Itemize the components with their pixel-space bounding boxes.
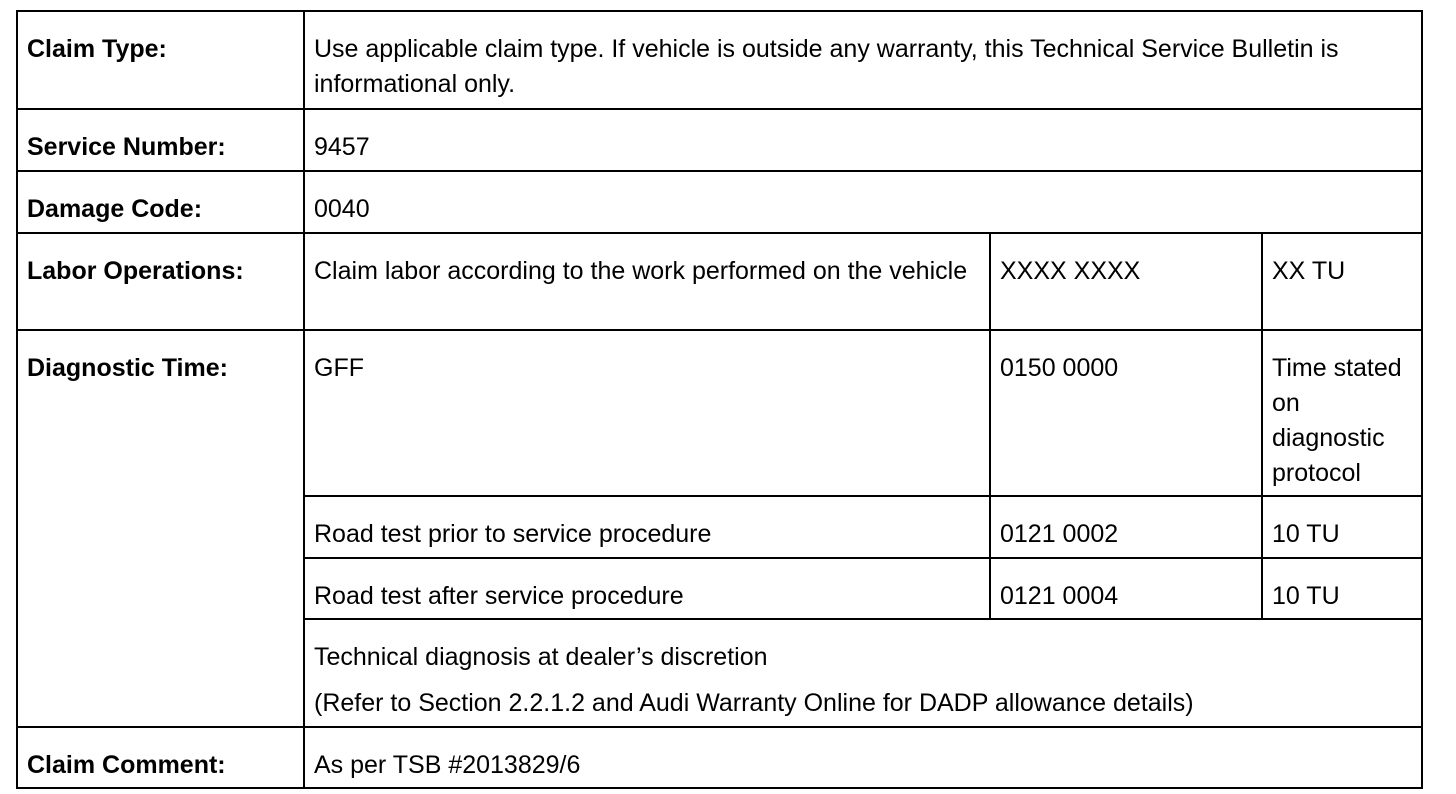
diagnostic-description: Road test after service procedure xyxy=(304,558,990,619)
diagnostic-code: 0150 0000 xyxy=(990,330,1262,496)
diagnostic-time-value: Time stated on diagnostic protocol xyxy=(1262,330,1422,496)
damage-code-label: Damage Code: xyxy=(17,171,304,233)
diagnostic-note-line1: Technical diagnosis at dealer’s discretion xyxy=(314,643,768,671)
labor-operations-description: Claim labor according to the work performed on the vehicle xyxy=(304,233,990,330)
diagnostic-description: Road test prior to service procedure xyxy=(304,496,990,558)
damage-code-row xyxy=(17,171,1422,233)
labor-operations-code: XXXX XXXX xyxy=(990,233,1262,330)
service-number-label: Service Number: xyxy=(17,109,304,171)
labor-operations-time: XX TU xyxy=(1262,233,1422,330)
diagnostic-time-label: Diagnostic Time: xyxy=(17,330,304,727)
claim-comment-value: As per TSB #2013829/6 xyxy=(304,727,1422,788)
service-number-value: 9457 xyxy=(304,109,1422,171)
diagnostic-note xyxy=(304,619,1422,727)
labor-operations-label: Labor Operations: xyxy=(17,233,304,330)
claim-type-value: Use applicable claim type. If vehicle is outside any warranty, this Technical Service Bulletin is informational only. xyxy=(304,11,1422,109)
diagnostic-time-value: 10 TU xyxy=(1262,558,1422,619)
labor-operations-row xyxy=(17,233,1422,330)
claim-comment-label: Claim Comment: xyxy=(17,727,304,788)
diagnostic-description: GFF xyxy=(304,330,990,496)
damage-code-value: 0040 xyxy=(304,171,1422,233)
claim-type-label: Claim Type: xyxy=(17,11,304,109)
diagnostic-row-gff xyxy=(17,330,1422,496)
service-number-row xyxy=(17,109,1422,171)
diagnostic-code: 0121 0002 xyxy=(990,496,1262,558)
claim-type-row xyxy=(17,11,1422,109)
claim-info-table xyxy=(16,10,1423,789)
diagnostic-note-line2: (Refer to Section 2.2.1.2 and Audi Warranty Online for DADP allowance details) xyxy=(314,689,1194,717)
diagnostic-code: 0121 0004 xyxy=(990,558,1262,619)
diagnostic-time-value: 10 TU xyxy=(1262,496,1422,558)
claim-comment-row xyxy=(17,727,1422,788)
